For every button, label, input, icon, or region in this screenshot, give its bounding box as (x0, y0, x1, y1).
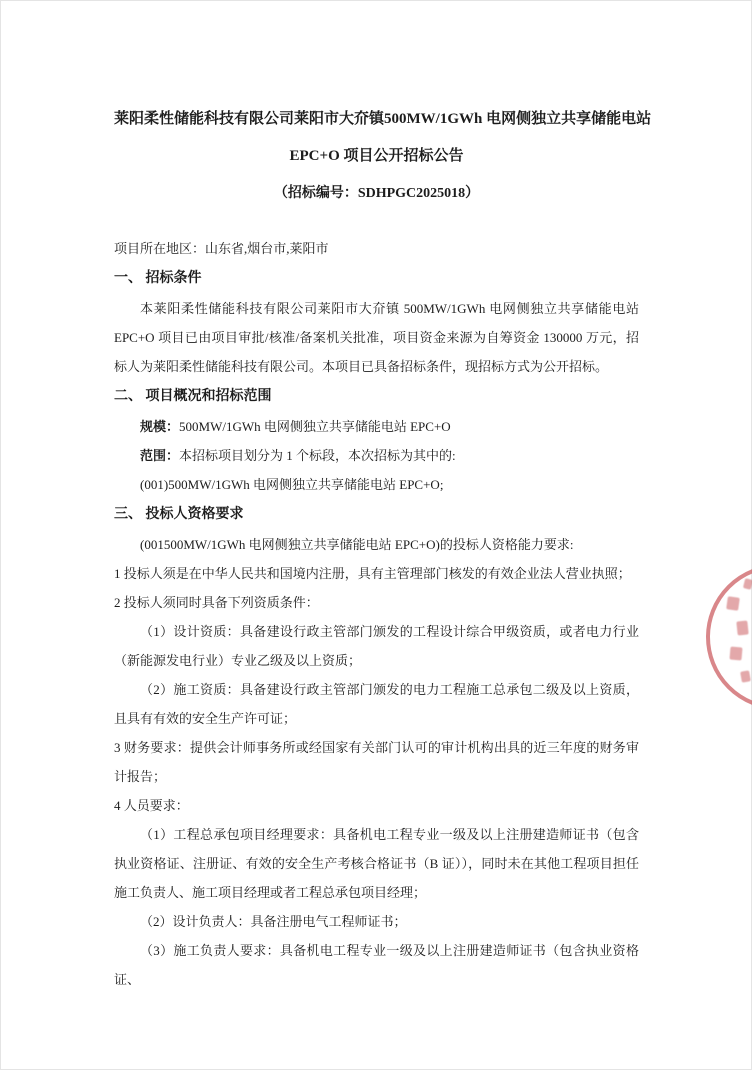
tender-number: （招标编号：SDHPGC2025018） (273, 186, 480, 201)
document-body (1, 1, 751, 994)
requirement-4-3: （3）施工负责人要求：具备机电工程专业一级及以上注册建造师证书（包含执业资格证、 (114, 943, 639, 987)
title-line-2: EPC+O 项目公开招标公告 (289, 148, 464, 164)
project-scale-line (114, 412, 639, 441)
document-text (114, 234, 639, 994)
requirement-2: 2 投标人须同时具备下列资质条件： (114, 595, 319, 610)
requirement-4-2: （2）设计负责人：具备注册电气工程师证书； (140, 914, 407, 929)
requirement-4-1: （1）工程总承包项目经理要求：具备机电工程专业一级及以上注册建造师证书（包含执业资格证、注册证、有效的安全生产考核合格证书（B 证）），同时未在其他工程项目担任施工负责人、施工项目经理或者工程总承包项目经理； (114, 827, 639, 900)
qualification-intro: (001500MW/1GWh 电网侧独立共享储能电站 EPC+O)的投标人资格能力要求: (140, 537, 574, 552)
requirement-3: 3 财务要求：提供会计师事务所或经国家有关部门认可的审计机构出具的近三年度的财务审计报告； (114, 740, 639, 784)
document-title (114, 101, 652, 175)
scale-value: 500MW/1GWh 电网侧独立共享储能电站 EPC+O (179, 419, 451, 434)
requirement-1: 1 投标人须是在中华人民共和国境内注册，具有主管理部门核发的有效企业法人营业执照； (114, 566, 631, 581)
project-location-line: 项目所在地区：山东省,烟台市,莱阳市 (114, 241, 329, 256)
section-3-heading: 三、 投标人资格要求 (114, 507, 244, 522)
requirement-2-2: （2）施工资质：具备建设行政主管部门颁发的电力工程施工总承包二级及以上资质，且具有有效的安全生产许可证； (114, 682, 639, 726)
scope-label: 范围： (140, 448, 180, 463)
section-1-paragraph: 本莱阳柔性储能科技有限公司莱阳市大夼镇 500MW/1GWh 电网侧独立共享储能电站 EPC+O 项目已由项目审批/核准/备案机关批准，项目资金来源为自筹资金 130000 万元，招标人为莱阳柔性储能科技有限公司。本项目已具备招标条件，现招标方式为公开招标。 (114, 301, 639, 374)
requirement-2-1: （1）设计资质：具备建设行政主管部门颁发的工程设计综合甲级资质，或者电力行业（新能源发电行业）专业乙级及以上资质； (114, 624, 639, 668)
scope-value: 本招标项目划分为 1 个标段，本次招标为其中的: (179, 448, 456, 463)
section-1-heading: 一、 招标条件 (114, 271, 202, 286)
section-2-heading: 二、 项目概况和招标范围 (114, 389, 272, 404)
title-line-1: 莱阳柔性储能科技有限公司莱阳市大夼镇500MW/1GWh 电网侧独立共享储能电站 (114, 111, 652, 127)
project-scope-line (114, 441, 639, 470)
lot-line: (001)500MW/1GWh 电网侧独立共享储能电站 EPC+O; (140, 477, 444, 492)
requirement-4: 4 人员要求： (114, 798, 189, 813)
scale-label: 规模： (140, 419, 180, 434)
